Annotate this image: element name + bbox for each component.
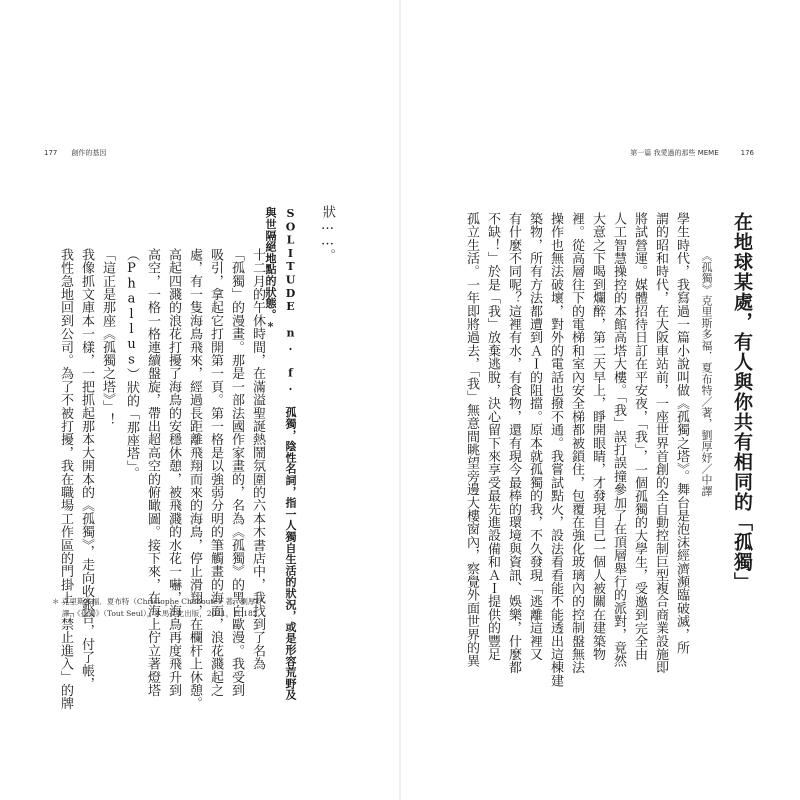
- footnote-line-1: ＊ 克里斯多福．夏布特（Christophe Chabouté）著，劉厚妤: [52, 597, 263, 606]
- author-credit: 《孤獨》克里斯多福．夏布特／著，劉厚妤／中譯: [700, 250, 713, 497]
- definition-column-2: 與世隔絕地點的狀態。*: [264, 207, 277, 334]
- body-column-15: 我性急地回到公司。為了不被打擾，我在職場工作區的門掛上「禁止進入」的牌: [58, 248, 73, 710]
- right-page-number: 176: [740, 149, 754, 157]
- body-column-10: 高空，一格一格連續盤旋，帶出超高空的俯瞰圖。接下來，在海上佇立著燈塔: [145, 248, 160, 697]
- body-column-0: 狀……。: [320, 205, 335, 262]
- footnote-line-2: 譯，《孤獨》（Tout Seul），木馬文化出版，2021，頁 182。: [62, 609, 266, 618]
- right-page: [400, 0, 800, 800]
- body-column-6: 「孤獨」的漫畫。那是一部法國作家畫的，名為《孤獨》的黑白歐漫。我受到: [229, 248, 244, 697]
- right-body-column-5: 裡。從高層往下的電梯和室內安全梯都被鎖住，包覆在強化玻璃內的控制盤無法: [569, 212, 584, 674]
- body-column-13: 「這正是那座《孤獨之塔》」！: [100, 248, 115, 427]
- right-body-column-10: 孤立生活。一年即將過去，「我」無意間眺望旁邊大樓窗內，察覺外面世界的異: [464, 212, 479, 668]
- right-body-column-1: 謂的昭和時代，在大阪車站前，一座世界首創的全自動控制巨型複合商業設施即: [653, 212, 668, 674]
- right-body-column-7: 築物，所有方法都遭到ＡＩ的阻擋。原本就孤獨的我，不久發現「逃離這裡又: [527, 212, 542, 661]
- right-body-column-8: 有什麼不同呢？這裡有水，有食物，還有現今最棒的環境與資訊、娛樂，什麼都: [506, 212, 521, 674]
- article-title: 在地球某處，有人與你共有相同的「孤獨」: [731, 212, 753, 592]
- left-page-number: 177: [44, 149, 58, 157]
- right-body-column-3: 人工智慧操控的本館高塔大樓。「我」誤打誤撞參加了在頂層舉行的派對，竟然: [611, 212, 626, 668]
- left-running-head: 創作的基因: [71, 149, 107, 157]
- body-column-14: 我像抓文庫本一樣，一把抓起那本大開本的《孤獨》，走向收銀台，付了帳，: [79, 248, 94, 691]
- footnote: [52, 596, 352, 620]
- right-body-column-6: 操作也無法破壞，對外的電話也撥不通。我嘗試點火，設法看看能不能透出這棟建: [548, 212, 563, 688]
- definition-column-1: SOLITUDE n. f. 孤獨，陰性名詞，指一人獨自生活的狀況，或是形容荒野及: [284, 207, 297, 701]
- right-running-header: [630, 148, 754, 158]
- body-column-7: 吸引，拿起它打開第一頁。第一格是以強弱分明的筆觸畫的海面，浪花濺起之: [208, 248, 223, 697]
- right-running-head: 第一篇 我愛過的那些 MEME: [630, 149, 719, 157]
- left-running-header: [44, 148, 106, 158]
- right-body-column-0: 學生時代，我寫過一篇小說叫做《孤獨之塔》。舞台是泡沫經濟瀕臨破滅，所: [674, 212, 689, 655]
- right-body-column-4: 大意之下喝到爛醉，第二天早上，睜開眼睛，才發現自己一個人被關在建築物: [590, 212, 605, 661]
- body-column-8: 處，有一隻海鳥飛來，經過長距離飛翔而來的海鳥，停止滑翔，在欄杆上休憩。: [187, 248, 202, 710]
- right-body-column-9: 不缺！」於是「我」放棄逃脫，決心留下來享受最先進設備和ＡＩ提供的豐足: [485, 212, 500, 661]
- right-body-column-2: 將試營運。媒體招待日訂在平安夜，「我」，一個孤獨的大學生，受邀到完全由: [632, 212, 647, 661]
- body-column-9: 高起四濺的浪花打擾了海鳥的安穩休憩，被飛濺的水花一嚇，海鳥再度飛升到: [166, 248, 181, 697]
- body-column-5: 十二月的午休時間，在滿溢聖誕熱鬧氛圍的六本木書店中，我找到了名為: [250, 248, 265, 671]
- body-column-11: （Phallus）狀的「那座塔」。: [124, 248, 139, 480]
